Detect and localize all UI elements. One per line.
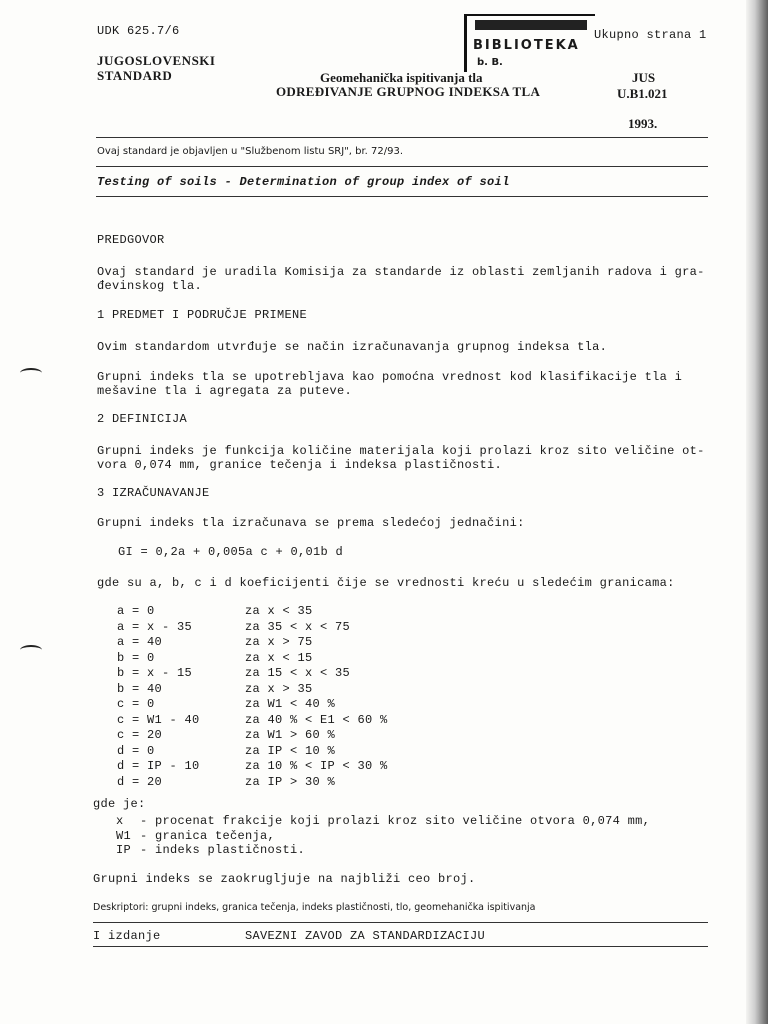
coef-value: d = 20	[117, 774, 163, 789]
org-line2: STANDARD	[97, 68, 173, 83]
section2-heading: 2 DEFINICIJA	[97, 412, 188, 426]
rule-footer-bottom	[93, 946, 708, 947]
page-edge-shadow	[746, 0, 768, 1024]
udk-code: UDK 625.7/6	[97, 24, 180, 38]
standard-year: 1993.	[628, 116, 658, 131]
formula: GI = 0,2a + 0,005a c + 0,01b d	[118, 545, 344, 559]
section2-line1: Grupni indeks je funkcija količine materijala koji prolazi kroz sito veličine ot-	[97, 444, 705, 458]
definition-text: - procenat frakcije koji prolazi kroz sito veličine otvora 0,074 mm,	[140, 814, 651, 828]
section2-line2: vora 0,074 mm, granice tečenja i indeksa plastičnosti.	[97, 458, 503, 472]
section1-p2-line2: mešavine tla i agregata za puteve.	[97, 384, 353, 398]
coef-value: c = 20	[117, 728, 163, 742]
title-line1: Geomehanička ispitivanja tla	[320, 70, 483, 85]
margin-mark	[20, 645, 42, 655]
coef-range: za W1 > 60 %	[245, 728, 336, 742]
coef-value: d = IP - 10	[117, 759, 200, 773]
rule-after-title	[96, 196, 708, 197]
coef-range: za x < 35	[245, 604, 313, 618]
section1-p2-line1: Grupni indeks tla se upotrebljava kao pomoćna vrednost kod klasifikacije tla i	[97, 370, 683, 384]
coef-range: za IP > 30 %	[245, 774, 336, 789]
definition-symbol: W1	[116, 828, 132, 843]
section1-heading: 1 PREDMET I PODRUČJE PRIMENE	[97, 308, 308, 322]
jus-label: JUS	[632, 70, 656, 85]
coef-range: za 35 < x < 75	[245, 619, 351, 634]
stamp-small-text: b. B.	[477, 57, 503, 68]
coef-range: za x > 75	[245, 635, 313, 649]
coef-value: c = 0	[117, 697, 155, 711]
org-line1: JUGOSLOVENSKI	[97, 53, 216, 68]
rule-top	[96, 137, 708, 138]
section3-intro: Grupni indeks tla izračunava se prema sledećoj jednačini:	[97, 516, 525, 530]
definition-text: - indeks plastičnosti.	[140, 843, 306, 857]
coef-range: za IP < 10 %	[245, 743, 336, 758]
preface-line2: đevinskog tla.	[97, 279, 203, 293]
stamp-library-text: BIBLIOTEKA	[473, 38, 580, 53]
descriptors: Deskriptori: grupni indeks, granica tečenja, indeks plastičnosti, tlo, geomehanička ispitivanja	[93, 902, 536, 913]
title-line2: ODREĐIVANJE GRUPNOG INDEKSA TLA	[276, 84, 541, 99]
publisher: SAVEZNI ZAVOD ZA STANDARDIZACIJU	[245, 929, 486, 943]
coef-range: za x > 35	[245, 681, 313, 696]
preface-line1: Ovaj standard je uradila Komisija za standarde iz oblasti zemljanih radova i gra-	[97, 265, 705, 279]
coef-value: a = 40	[117, 635, 163, 649]
library-stamp	[464, 14, 595, 72]
coef-range: za 15 < x < 35	[245, 666, 351, 680]
coef-range: za x < 15	[245, 650, 313, 665]
edition: I izdanje	[93, 929, 161, 943]
rounding-note: Grupni indeks se zaokrugljuje na najbliži ceo broj.	[93, 872, 476, 886]
rule-mid	[96, 166, 708, 167]
coef-value: a = 0	[117, 604, 155, 618]
rule-footer-top	[93, 922, 708, 923]
coef-value: a = x - 35	[117, 619, 193, 634]
coef-value: b = 0	[117, 650, 155, 665]
stamp-bar	[475, 20, 587, 30]
coef-value: b = x - 15	[117, 666, 193, 680]
coef-value: c = W1 - 40	[117, 712, 200, 727]
definition-symbol: IP	[116, 843, 132, 857]
publication-note: Ovaj standard je objavljen u "Službenom listu SRJ", br. 72/93.	[97, 146, 404, 157]
coef-intro: gde su a, b, c i d koeficijenti čije se vrednosti kreću u sledećim granicama:	[97, 576, 675, 590]
section1-p1: Ovim standardom utvrđuje se način izračunavanja grupnog indeksa tla.	[97, 340, 608, 354]
section3-heading: 3 IZRAČUNAVANJE	[97, 486, 210, 500]
coef-range: za 10 % < IP < 30 %	[245, 759, 388, 773]
margin-mark	[20, 368, 42, 378]
coef-value: b = 40	[117, 681, 163, 696]
where-label: gde je:	[93, 797, 146, 811]
preface-heading: PREDGOVOR	[97, 233, 165, 247]
total-pages: Ukupno strana 1	[594, 28, 707, 42]
definition-text: - granica tečenja,	[140, 828, 276, 843]
coef-range: za 40 % < E1 < 60 %	[245, 712, 388, 727]
coef-value: d = 0	[117, 743, 155, 758]
english-title: Testing of soils - Determination of group index of soil	[97, 175, 510, 189]
definition-symbol: x	[116, 814, 124, 828]
standard-code: U.B1.021	[617, 86, 668, 101]
coef-range: za W1 < 40 %	[245, 697, 336, 711]
